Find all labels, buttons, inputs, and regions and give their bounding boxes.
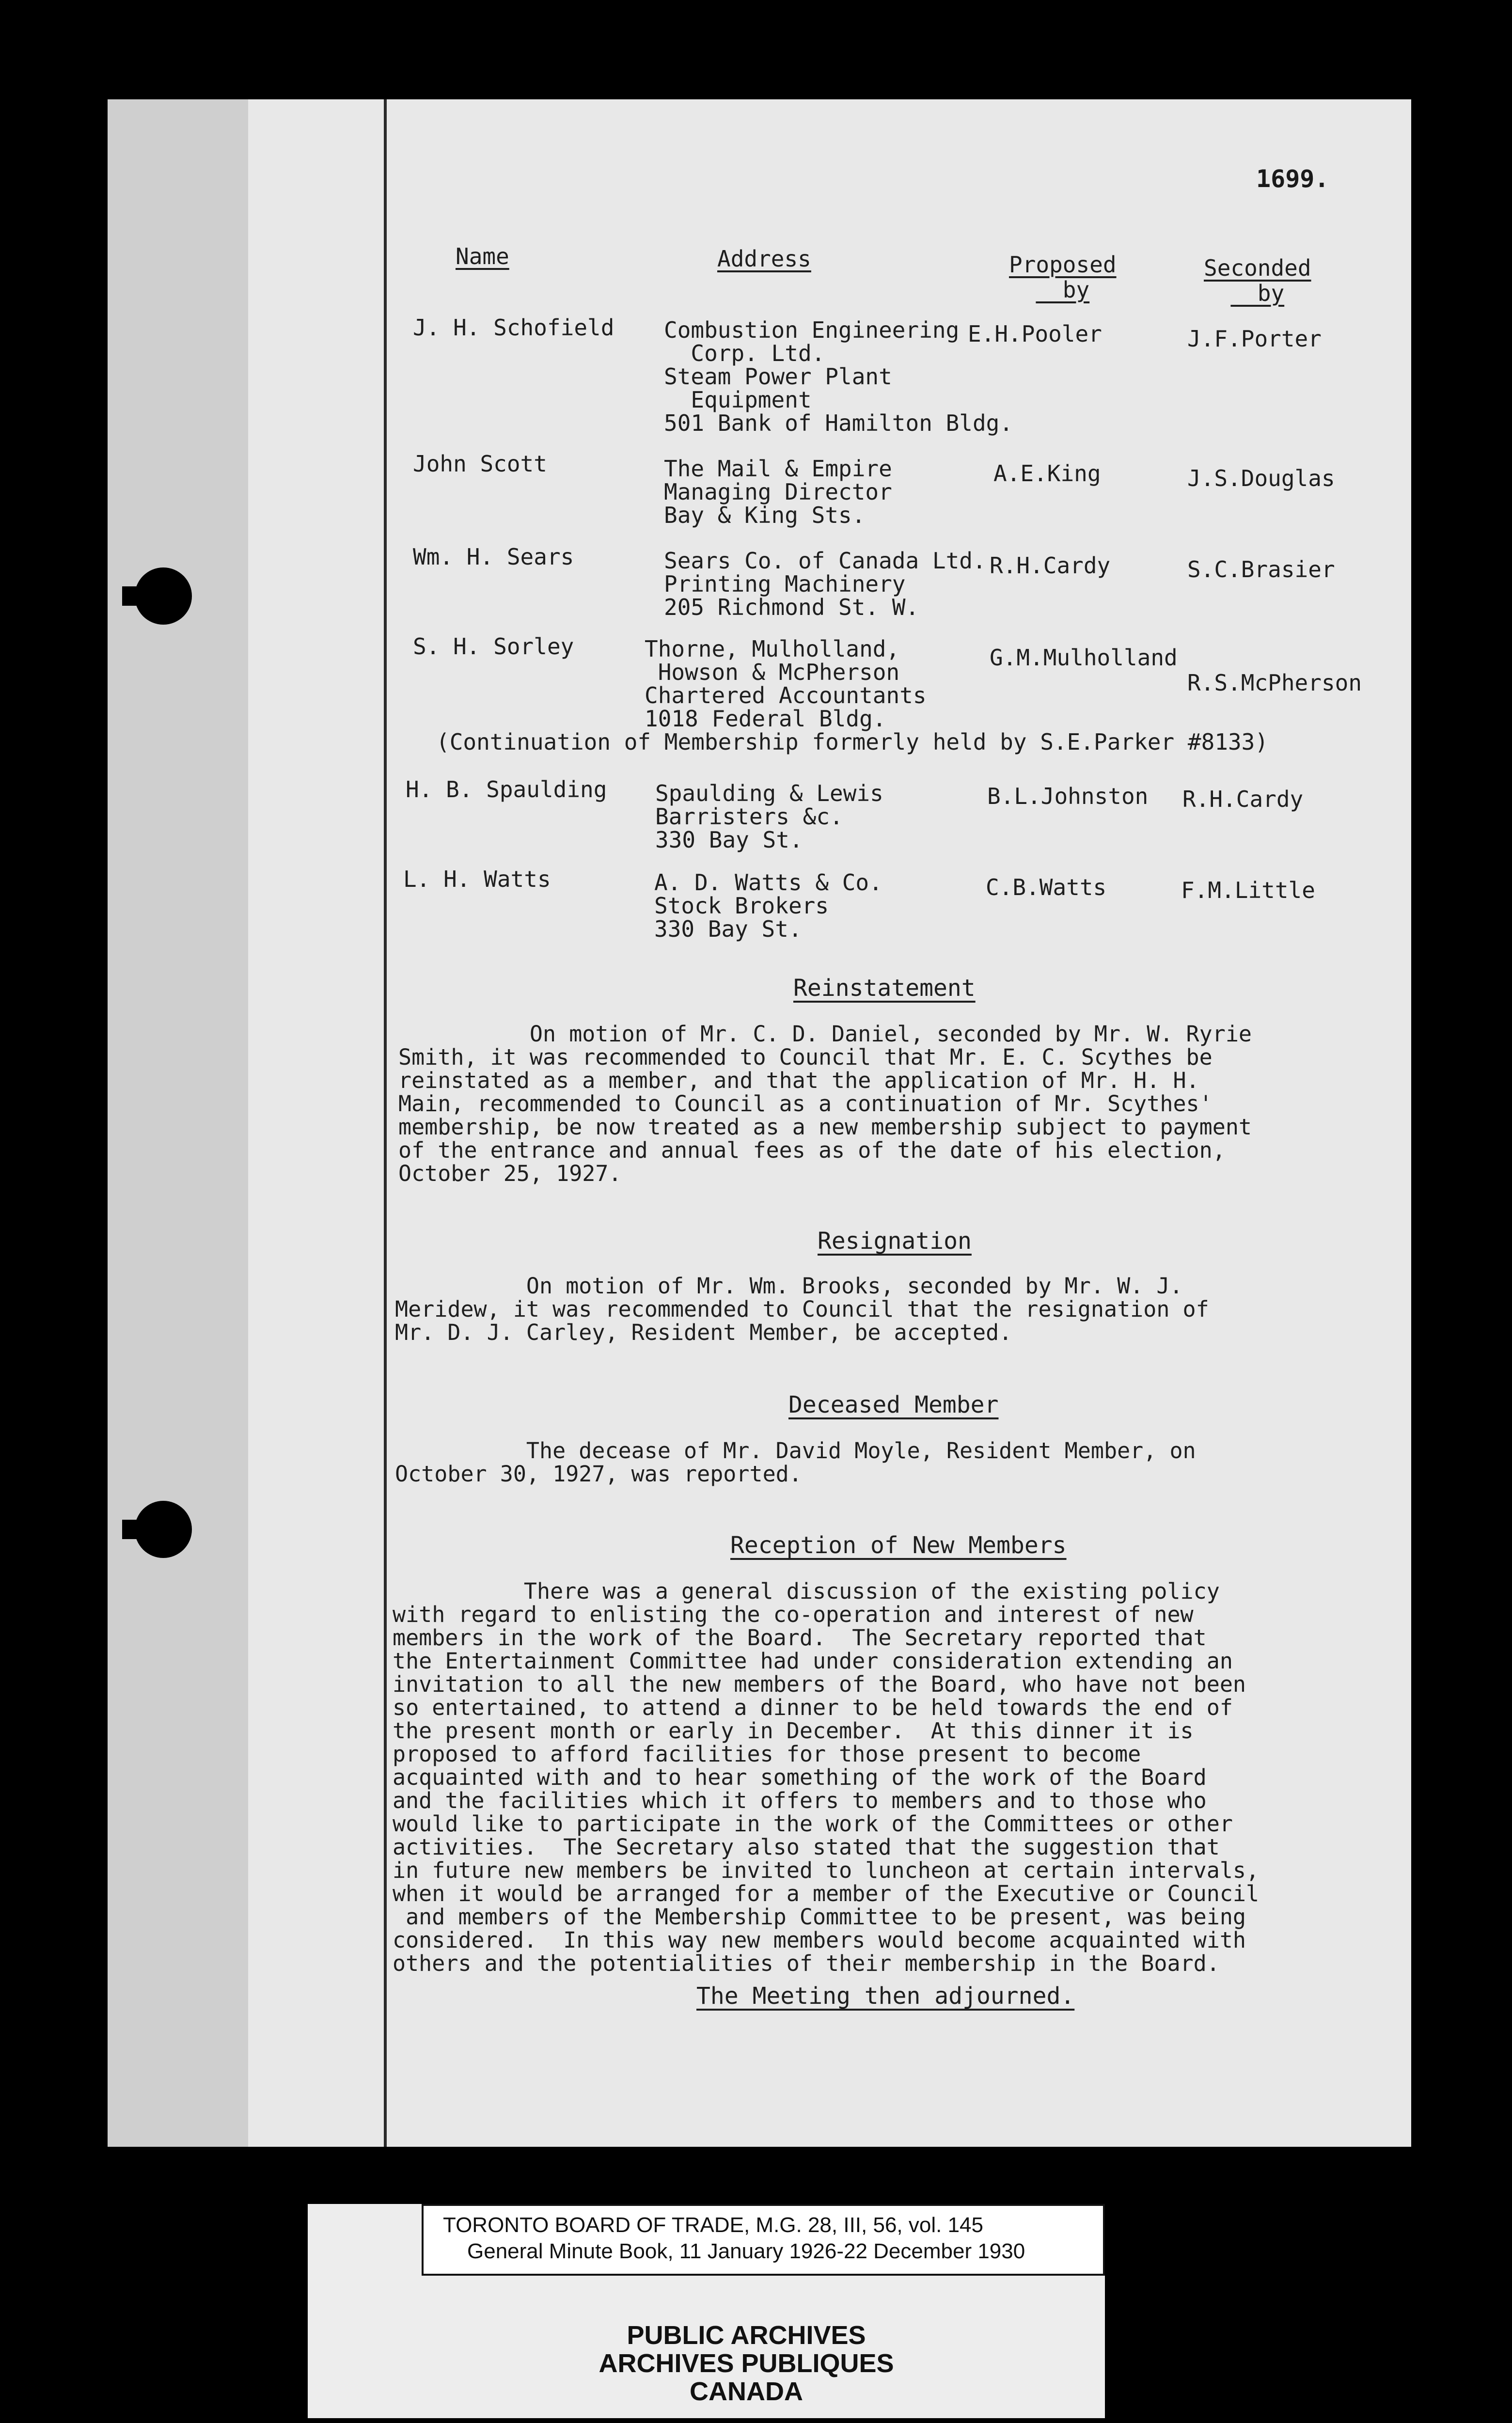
member-seconded-by: J.S.Douglas (1187, 465, 1335, 491)
member-proposed-by: G.M.Mulholland (990, 645, 1178, 671)
column-header-name: Name (456, 243, 509, 269)
member-seconded-by: J.F.Porter (1187, 326, 1322, 352)
meeting-adjourned-line: The Meeting then adjourned. (696, 1982, 1075, 2010)
archive-reference-line-1: TORONTO BOARD OF TRADE, M.G. 28, III, 56, vol. 145 (443, 2213, 983, 2237)
margin-rule (384, 99, 387, 2147)
member-address: Sears Co. of Canada Ltd. Printing Machinery 205 Richmond St. W. (664, 548, 986, 620)
archive-reference-line-2: General Minute Book, 11 January 1926-22 December 1930 (467, 2239, 1025, 2263)
section-heading-reinstatement: Reinstatement (793, 975, 976, 1002)
binder-hole-icon (135, 567, 192, 625)
archive-stamp-line: CANADA (690, 2377, 803, 2406)
member-address: Thorne, Mulholland, Howson & McPherson Chartered Accountants 1018 Federal Bldg. (645, 636, 927, 732)
member-address: Combustion Engineering Corp. Ltd. Steam Power Plant Equipment 501 Bank of Hamilton Bldg. (664, 317, 1013, 436)
member-name: John Scott (413, 451, 547, 477)
member-address: Spaulding & Lewis Barristers &c. 330 Bay St. (655, 780, 883, 853)
member-seconded-by: S.C.Brasier (1187, 556, 1335, 582)
binding-strip (108, 99, 248, 2147)
deceased-paragraph: The decease of Mr. David Moyle, Resident Member, on October 30, 1927, was reported. (395, 1438, 1196, 1487)
reinstatement-paragraph: On motion of Mr. C. D. Daniel, seconded by Mr. W. Ryrie Smith, it was recommended to Council that Mr. E. C. Scythes be reinstated as a member, and that the application of Mr. H. H. Main, recommended to Council as a continuation of Mr. Scythes' membership, be now treated as a new membership subject to payment of the entrance and annual fees as of the date of his election, October 25, 1927. (398, 1021, 1252, 1186)
resignation-paragraph: On motion of Mr. Wm. Brooks, seconded by Mr. W. J. Meridew, it was recommended to Council that the resignation of Mr. D. J. Carley, Resident Member, be accepted. (395, 1273, 1209, 1345)
member-address: The Mail & Empire Managing Director Bay & King Sts. (664, 456, 892, 528)
section-heading-reception: Reception of New Members (730, 1532, 1067, 1559)
binder-hole-notch (122, 586, 140, 606)
member-proposed-by: E.H.Pooler (968, 321, 1102, 347)
reception-paragraph: There was a general discussion of the existing policy with regard to enlisting the co-operation and interest of new members in the work of the Board. The Secretary reported that the Entertainment Committee had under consideration extending an invitation to all the new members of the Board, who have not been so entertained, to attend a dinner to be held towards the end of the present month or early in December. At this dinner it is proposed to afford facilities for those present to become acquainted with and to hear something of the work of the Board and the facilities which it offers to members and to those who would like to participate in the work of the Committees or other activities. The Secretary also stated that the suggestion that in future new members be invited to luncheon at certain intervals, when it would be arranged for a member of the Executive or Council and members of the Membership Committee to be present, was being considered. In this way new members would become acquainted with others and the potentialities of their membership in the Board. (393, 1578, 1260, 1976)
section-heading-resignation: Resignation (818, 1227, 972, 1255)
member-name: Wm. H. Sears (413, 544, 574, 570)
member-address: A. D. Watts & Co. Stock Brokers 330 Bay St. (654, 869, 882, 942)
member-proposed-by: B.L.Johnston (987, 783, 1149, 809)
archive-stamp-line: PUBLIC ARCHIVES (627, 2321, 866, 2350)
column-header-seconded: Seconded by (1204, 255, 1311, 306)
binder-hole-icon (135, 1501, 192, 1558)
member-proposed-by: A.E.King (993, 460, 1101, 487)
section-heading-deceased: Deceased Member (788, 1391, 999, 1418)
archive-reference-box (422, 2204, 1105, 2276)
member-seconded-by: F.M.Little (1181, 877, 1315, 903)
continuation-note: (Continuation of Membership formerly held by S.E.Parker #8133) (436, 729, 1269, 755)
binder-hole-notch (122, 1520, 140, 1539)
member-name: L. H. Watts (403, 866, 551, 892)
member-name: J. H. Schofield (413, 315, 614, 341)
member-proposed-by: C.B.Watts (986, 874, 1107, 900)
member-proposed-by: R.H.Cardy (990, 552, 1111, 579)
member-name: H. B. Spaulding (406, 776, 607, 802)
member-seconded-by: R.H.Cardy (1182, 786, 1304, 812)
page-number: 1699. (1256, 165, 1329, 193)
minute-book-page (108, 99, 1411, 2147)
column-header-address: Address (717, 246, 811, 272)
archive-stamp-line: ARCHIVES PUBLIQUES (598, 2349, 894, 2378)
member-name: S. H. Sorley (413, 633, 574, 660)
member-seconded-by: R.S.McPherson (1187, 670, 1362, 696)
column-header-proposed: Proposed by (1009, 252, 1117, 303)
